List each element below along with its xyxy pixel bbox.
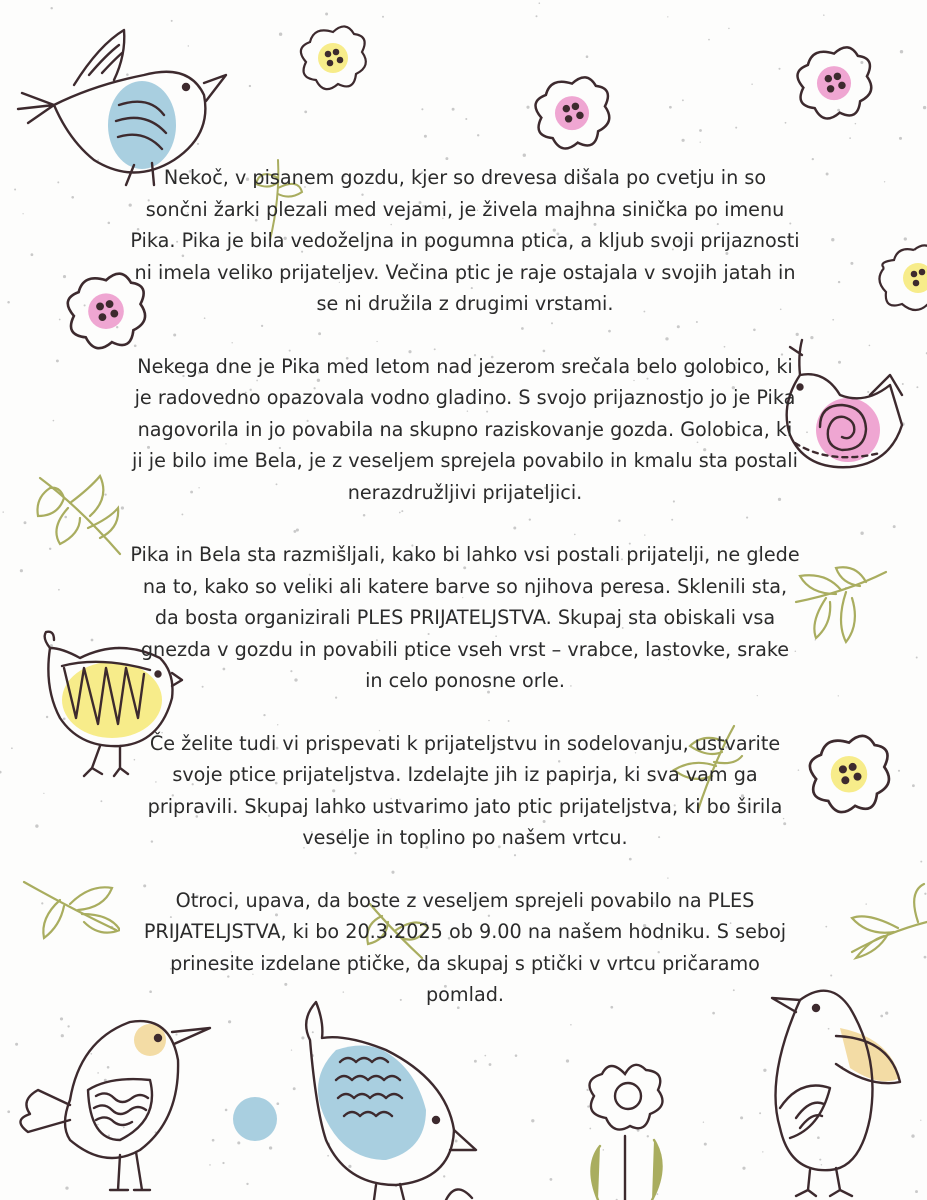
speckle-dot: [831, 238, 834, 241]
speckle-dot: [304, 111, 307, 114]
speckle-dot: [920, 861, 922, 863]
speckle-dot: [523, 154, 526, 157]
speckle-dot: [445, 157, 448, 160]
speckle-dot: [246, 1183, 248, 1185]
speckle-dot: [515, 1054, 518, 1057]
speckle-dot: [700, 142, 701, 143]
speckle-dot: [742, 1167, 745, 1170]
leaf-icon: [786, 562, 890, 646]
speckle-dot: [71, 196, 74, 199]
paragraph-5: Otroci, upava, da boste z veseljem sprejeli povabilo na PLES PRIJATELJSTVA, ki bo 20.3.2025 ob 9.00 na našem hodniku. S seboj prinesite izdelane ptičke, da skupaj s ptički v vrtcu pričaramo pomlad.: [143, 888, 787, 1006]
speckle-dot: [586, 55, 589, 58]
dot-icon: [232, 1096, 278, 1142]
speckle-dot: [53, 420, 55, 422]
speckle-dot: [912, 784, 915, 787]
speckle-dot: [849, 137, 851, 139]
speckle-dot: [59, 319, 61, 321]
leaf-icon: [20, 878, 120, 956]
flower-icon: [296, 20, 370, 94]
speckle-dot: [830, 974, 832, 976]
letter-text: [130, 162, 800, 1042]
speckle-dot: [421, 108, 423, 110]
speckle-dot: [785, 122, 787, 124]
leaf-icon: [30, 468, 126, 558]
speckle-dot: [465, 118, 467, 120]
leaf-icon: [848, 882, 927, 962]
speckle-dot: [222, 1162, 224, 1164]
speckle-dot: [279, 33, 282, 36]
speckle-dot: [728, 28, 730, 30]
speckle-dot: [58, 589, 60, 591]
speckle-dot: [24, 521, 27, 524]
flower-icon: [530, 70, 614, 154]
speckle-dot: [100, 800, 102, 802]
speckle-dot: [531, 1119, 534, 1122]
speckle-dot: [452, 108, 455, 111]
speckle-dot: [893, 525, 896, 528]
paragraph-4: Če želite tudi vi prispevati k prijateljstvu in sodelovanju, ustvarite svoje ptice prijateljstva. Izdelajte jih iz papirja, ki sva vam ga pripravili. Skupaj lahko ustvarimo jato ptic prijateljstva, ki bo širila veselje in toplino po našem vrtcu.: [147, 731, 783, 849]
speckle-dot: [751, 83, 752, 84]
speckle-dot: [20, 569, 23, 572]
speckle-dot: [669, 106, 672, 109]
flower-stem-icon: [570, 1056, 680, 1200]
speckle-dot: [778, 68, 780, 70]
speckle-dot: [923, 106, 926, 109]
speckle-dot: [11, 747, 13, 749]
speckle-dot: [269, 1146, 272, 1149]
speckle-dot: [22, 213, 23, 214]
speckle-dot: [225, 1109, 228, 1112]
paragraph-1: Nekoč, v pisanem gozdu, kjer so drevesa dišala po cvetju in so sončni žarki plezali med vejami, je živela majhna sinička po imenu Pika. Pika je bila vedoželjna in pogumna ptica, a kljub svoji prijaznosti ni imela veliko prijateljev. Večina ptic je raje ostajala v svojih jatah in se ni družila z drugimi vrstami.: [130, 166, 800, 315]
speckle-dot: [860, 532, 863, 535]
flower-icon: [876, 238, 927, 318]
speckle-dot: [825, 926, 827, 928]
speckle-dot: [884, 181, 885, 182]
speckle-dot: [838, 695, 839, 696]
speckle-dot: [898, 770, 900, 772]
speckle-dot: [43, 793, 44, 794]
speckle-dot: [832, 319, 834, 321]
speckle-dot: [2, 511, 3, 512]
speckle-dot: [566, 1059, 569, 1062]
speckle-dot: [812, 158, 814, 160]
speckle-dot: [550, 1178, 553, 1181]
speckle-dot: [489, 1063, 492, 1066]
flower-icon: [792, 40, 876, 124]
speckle-dot: [703, 1122, 704, 1123]
flower-icon: [804, 728, 894, 818]
speckle-dot: [536, 15, 538, 17]
speckle-dot: [826, 173, 829, 176]
speckle-dot: [50, 7, 52, 9]
speckle-dot: [900, 50, 903, 53]
speckle-dot: [477, 134, 479, 136]
speckle-dot: [171, 20, 173, 22]
speckle-dot: [667, 16, 668, 17]
speckle-dot: [899, 137, 902, 140]
speckle-dot: [325, 13, 328, 16]
speckle-dot: [823, 14, 825, 16]
speckle-dot: [31, 253, 34, 256]
speckle-dot: [850, 262, 853, 265]
speckle-dot: [740, 1116, 743, 1119]
speckle-dot: [7, 301, 10, 304]
speckle-dot: [56, 359, 59, 362]
speckle-dot: [699, 129, 702, 132]
speckle-dot: [539, 2, 541, 4]
paragraph-3: Pika in Bela sta razmišljali, kako bi lahko vsi postali prijatelji, ne glede na to, kako so veliki ali katere barve so njihova peresa. Sklenili sta, da bosta organizirali PLES PRIJATELJSTVA. Skupaj sta obiskali vsa gnezda v gozdu in povabili ptice vseh vrst – vrabce, lastovke, srake in celo ponosne orle.: [130, 543, 800, 692]
speckle-dot: [681, 139, 684, 142]
speckle-dot: [249, 85, 251, 87]
speckle-dot: [35, 824, 38, 827]
speckle-dot: [838, 281, 840, 283]
speckle-dot: [708, 39, 710, 41]
speckle-dot: [916, 386, 918, 388]
speckle-dot: [0, 771, 2, 774]
speckle-dot: [424, 135, 427, 138]
speckle-dot: [108, 222, 111, 225]
speckle-dot: [382, 16, 384, 18]
speckle-dot: [704, 1143, 707, 1146]
speckle-dot: [682, 99, 684, 101]
speckle-dot: [916, 657, 918, 659]
paragraph-2: Nekega dne je Pika med letom nad jezerom srečala belo golobico, ki je radovedno opazovala vodno gladino. S svojo prijaznostjo jo je Pika nagovorila in jo povabila na skupno raziskovanje gozda. Golobica, ki ji je bilo ime Bela, je z veseljem sprejela povabilo in kmalu sta postali nerazdružljivi prijateljici.: [132, 354, 798, 504]
speckle-dot: [735, 127, 737, 129]
